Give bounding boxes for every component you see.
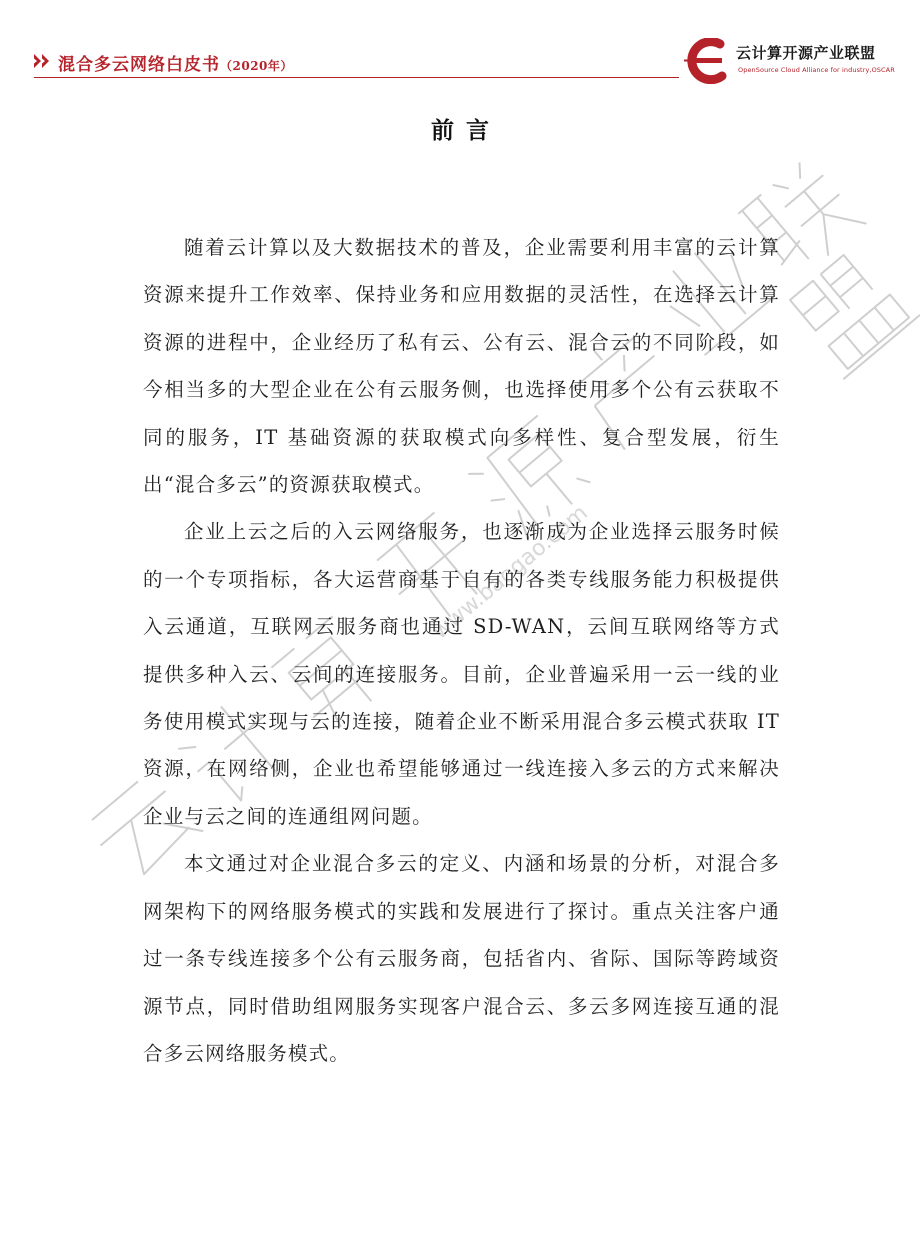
double-chevron-right-icon xyxy=(34,54,52,68)
document-title: 混合多云网络白皮书（2020年） xyxy=(58,55,293,75)
svg-text:www.baogao.com: www.baogao.com xyxy=(427,500,593,645)
header-divider xyxy=(34,77,679,78)
document-year: （2020年） xyxy=(220,59,293,73)
paragraph: 企业上云之后的入云网络服务，也逐渐成为企业选择云服务时候的一个专项指标，各大运营商基于自有的各类专线服务能力积极提供入云通道，互联网云服务商也通过 SD-WAN，云间互联网络等方式提供多种入云、云间的连接服务。目前，企业普遍采用一云一线的业务使用模式实现与云的连接，随着企业不断采用混合多云模式获取 IT 资源，在网络侧，企业也希望能够通过一线连接入多云的方式来解决企业与云之间的连通组网问题。 xyxy=(143,520,780,828)
page-header xyxy=(0,0,920,90)
logo-name: 云计算开源产业联盟 xyxy=(736,44,876,62)
paragraph: 本文通过对企业混合多云的定义、内涵和场景的分析，对混合多网架构下的网络服务模式的实践和发展进行了探讨。重点关注客户通过一条专线连接多个公有云服务商，包括省内、省际、国际等跨域资源节点，同时借助组网服务实现客户混合云、多云多网连接互通的混合多云网络服务模式。 xyxy=(143,852,780,1065)
content-body xyxy=(143,224,780,1077)
logo-subtitle: OpenSource Cloud Alliance for industry,OSCAR xyxy=(738,66,895,74)
page-title: 前言 xyxy=(431,118,501,144)
oscar-logo-icon xyxy=(684,38,734,84)
paragraph: 随着云计算以及大数据技术的普及，企业需要利用丰富的云计算资源来提升工作效率、保持业务和应用数据的灵活性，在选择云计算资源的进程中，企业经历了私有云、公有云、混合云的不同阶段，如今相当多的大型企业在公有云服务侧，也选择使用多个公有云获取不同的服务，IT 基础资源的获取模式向多样性、复合型发展，衍生出“混合多云”的资源获取模式。 xyxy=(143,236,780,497)
